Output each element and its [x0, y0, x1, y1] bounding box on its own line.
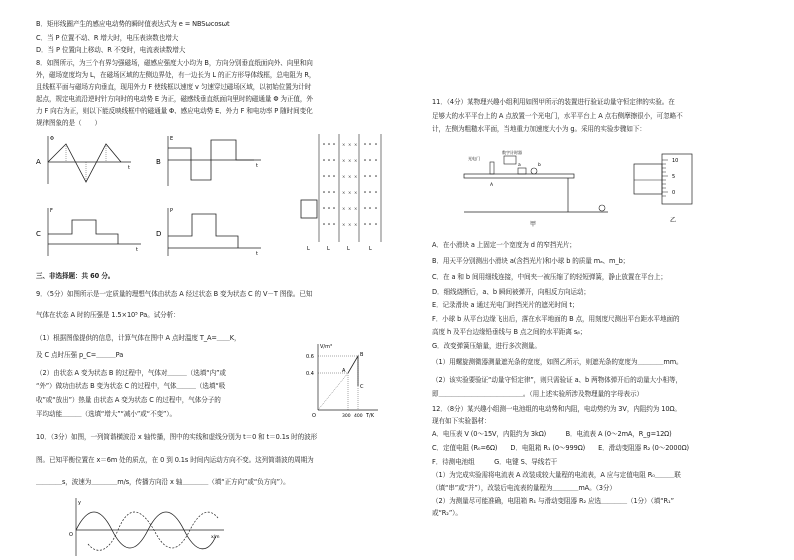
section-heading: 三、非选择题：共 60 分。 — [36, 272, 115, 280]
q11-step: （2）该实验要验证“动量守恒定律”，则只需验证 a、b 两物体弹开后的动量大小相等， — [432, 376, 683, 384]
graph-b — [156, 132, 266, 188]
vt-y-tick: 0.4 — [306, 371, 314, 377]
q11-line: 足够大的水平平台上的 A 点放置一个光电门，水平平台上 A 点右侧摩擦很小，可忽略不 — [432, 112, 683, 120]
q11-step: 即＿＿＿＿＿＿＿＿＿＿＿＿＿。（用上述实验所涉及物理量的字母表示） — [432, 390, 643, 398]
axis-t: t — [256, 251, 258, 257]
q11-step: D．细线烧断后，a、b 瞬间被弹开，向相反方向运动； — [432, 288, 590, 296]
label-point-a: A — [490, 183, 494, 188]
slider-a — [518, 168, 526, 174]
graph-c-label: C — [36, 230, 41, 238]
q9-line: 收”或“放出”）热量 由状态 A 变为状态 C 的过程中，气体分子的 — [36, 396, 221, 404]
photogate — [490, 162, 494, 174]
svg-text:×: × — [342, 190, 346, 195]
q8-line: 外，磁场宽度均为 L，在磁场区域的左侧边界处，有一边长为 L 的正方形导体线框，总电阻为 R， — [36, 71, 316, 79]
q8-line: 力 F 向右为正，则以下能反映线框中的磁通量 Φ、感应电动势 E、外力 F 和电功率 P 随时间变化 — [36, 107, 313, 115]
timer-label: 数字计时器 — [502, 150, 522, 155]
svg-text:×: × — [348, 206, 352, 211]
option-b: B．矩形线圈产生的感应电动势的瞬时值表达式为 e = NBSωcosωt — [36, 20, 230, 28]
svg-text:×: × — [354, 174, 358, 179]
svg-text:×: × — [354, 206, 358, 211]
vt-x-axis: T/K — [366, 413, 375, 418]
q11-step: G．改变弹簧压缩量，进行多次测量。 — [432, 342, 541, 350]
q8-line: 规律图象的是（ ） — [36, 119, 101, 127]
q11-step: C．在 a 和 b 间用细线连接，中间夹一被压缩了的轻短弹簧，静止放置在平台上； — [432, 273, 667, 281]
figure-yi-label: 乙 — [670, 217, 677, 224]
q12-part: （1）为完成实验需将电流表 A 改装成较大量程的电流表，A 应与定值电阻 R₀＿＿＿联 — [432, 471, 681, 479]
micrometer-tick: 0 — [672, 190, 676, 196]
axis-phi: Φ — [50, 136, 54, 142]
q10-line: 10．（3分）如图，一列简谐横波沿 x 轴传播，图中的实线和虚线分别为 t＝0 和 t＝0.1s 时的波形 — [36, 433, 318, 441]
q12-part: 或“R₂”）。 — [432, 509, 462, 517]
wave-dashed — [88, 512, 218, 550]
width-label-l: L — [369, 246, 372, 252]
vt-x-tick: 300 — [342, 414, 351, 418]
svg-text:×: × — [348, 158, 352, 163]
q11-step: （1）用螺旋测微器测量遮光条的宽度，如图乙所示，则遮光条的宽度为＿＿＿＿mm。 — [432, 358, 683, 366]
q12-line: 现有如下实验器材： — [432, 417, 491, 425]
q8-line: 起点，规定电流沿逆时针方向时的电动势 E 为正，磁感线垂直纸面向里时的磁通量 Φ 为正值，外 — [36, 95, 313, 103]
q12-item: A．电压表 V (0～15V，内阻约为 3kΩ) B．电流表 A (0～2mA，R_g=12Ω) — [432, 430, 672, 438]
axis-t: t — [128, 165, 130, 171]
vt-y-tick: 0.6 — [306, 354, 314, 360]
q12-part: （填“串”或“并”），改装后电流表的量程为＿＿＿＿mA。（3分） — [432, 484, 616, 492]
q10-line: 图。已知平衡位置在 x＝6m 处的质点，在 0 到 0.1s 时间内运动方向不变。这列简谐波的周期为 — [36, 456, 314, 464]
q9-line: “外”）做功由状态 B 变为状态 C 的过程中，气体＿＿＿（选填“吸 — [36, 382, 226, 390]
vt-x-tick: 400 — [354, 414, 363, 418]
wave-x-axis: x/m — [211, 535, 220, 540]
label-b: b — [538, 163, 541, 168]
q9-line: （2）由状态 A 变为状态 B 的过程中，气体对＿＿＿（选填“内”或 — [36, 369, 226, 377]
q12-line: 12．（8分）某兴趣小组测一电池组的电动势和内阻，电动势约为 3V，内阻约为 10Ω。 — [432, 405, 681, 413]
axis-p: P — [170, 208, 174, 214]
svg-text:×: × — [354, 142, 358, 147]
magnetic-field-figure — [291, 130, 391, 262]
svg-text:×: × — [342, 174, 346, 179]
graph-a — [36, 132, 136, 188]
vt-point-c: C — [360, 384, 364, 390]
square-loop — [301, 200, 317, 218]
vt-point-a: A — [342, 368, 346, 374]
axis-t: t — [136, 247, 138, 253]
q8-line: 且线框平面与磁场方向垂直，现用外力 F 使线框以速度 v 匀速穿过磁场区域，以初始位置为计时 — [36, 83, 312, 91]
q11-step: E．记录滑块 a 通过光电门时挡光片的遮光时间 t； — [432, 301, 579, 309]
photogate-label: 光电门 — [468, 156, 480, 161]
svg-text:×: × — [348, 222, 352, 227]
micrometer-figure — [630, 150, 710, 226]
svg-text:×: × — [348, 174, 352, 179]
q8-line: 8．如图所示，为三个有界匀强磁场，磁感应强度大小均为 B，方向分别垂直纸面向外、向里和向 — [36, 59, 313, 67]
vt-y-axis: V/m³ — [320, 344, 332, 350]
graph-c — [36, 204, 146, 260]
q12-part: （2）为测量尽可能准确，电阻箱 R₁ 与滑动变阻器 R₂ 应选＿＿＿＿（1分）（填“R₁” — [432, 497, 674, 505]
q11-step: A．在小滑块 a 上固定一个宽度为 d 的窄挡光片； — [432, 241, 576, 249]
svg-text:×: × — [342, 206, 346, 211]
wave-origin: O — [69, 532, 73, 538]
axis-t: t — [256, 163, 258, 169]
vt-origin: O — [312, 413, 316, 418]
micrometer-tick: 5 — [672, 174, 676, 180]
width-label-l: L — [307, 246, 310, 252]
q11-line: 11．（4分）某物理兴趣小组利用如图甲所示的装置进行验证动量守恒定律的实验。在 — [432, 98, 675, 106]
option-d: D．当 P 位置向上移动、R 不变时，电流表读数增大 — [36, 46, 186, 54]
svg-text:×: × — [348, 190, 352, 195]
width-label-l: L — [347, 246, 350, 252]
width-label-l: L — [327, 246, 330, 252]
graph-b-label: B — [156, 158, 161, 166]
q9-line: 9．（5分）如图所示是一定质量的理想气体由状态 A 经过状态 B 变为状态 C 的 V－T 图像。已知 — [36, 290, 313, 298]
q11-step: 高度 h 及平台边缘铅垂线与 B 点之间的水平距离 sᵦ； — [432, 328, 587, 336]
q9-line: （1）根据图像提供的信息，计算气体在图中 A 点时温度 T_A=＿＿K， — [36, 334, 241, 342]
svg-text:×: × — [354, 158, 358, 163]
apparatus-figure — [460, 148, 610, 228]
q11-step: B．用天平分别测出小滑块 a(含挡光片)和小球 b 的质量 mₐ、m_b； — [432, 257, 630, 265]
q9-line: 平均动能＿＿＿（选填“增大”“减小”或“不变”）。 — [36, 410, 176, 418]
svg-text:×: × — [342, 158, 346, 163]
q9-line: 及 C 点时压强 p_C=＿＿＿Pa — [36, 351, 124, 359]
wave-solid — [76, 512, 216, 549]
svg-text:×: × — [348, 142, 352, 147]
q12-item: F．待测电池组 G．电键 S、导线若干 — [432, 458, 558, 466]
q9-line: 气体在状态 A 时的压强是 1.5×10⁵ Pa。试分析： — [36, 311, 180, 319]
q12-item: C．定值电阻 (R₀=6Ω) D．电阻箱 R₁ (0～999Ω) E．滑动变阻器 R₂ (0～2000Ω) — [432, 444, 689, 452]
vt-graph — [298, 340, 380, 418]
svg-text:×: × — [354, 222, 358, 227]
q10-line: ＿＿＿＿s，波速为＿＿＿＿m/s，传播方向沿 x 轴＿＿＿＿（填“正方向”或“负方向”）。 — [36, 478, 290, 486]
svg-text:×: × — [354, 190, 358, 195]
q11-line: 计，左侧为粗糙水平面，当地重力加速度大小为 g。采用的实验步骤如下： — [432, 125, 646, 133]
graph-d-label: D — [156, 230, 162, 238]
option-c: C．当 P 位置不动、R 增大时，电压表读数也增大 — [36, 34, 179, 42]
micrometer-tick: 10 — [672, 158, 679, 164]
digital-timer — [504, 156, 516, 164]
wave-graph — [66, 496, 226, 558]
q11-step: F．小球 b 从平台边缘飞出后，落在水平地面的 B 点，用刻度尺测出平台距水平地面的 — [432, 315, 680, 323]
graph-d — [156, 204, 266, 260]
figure-jia-label: 甲 — [530, 221, 537, 228]
wave-y-axis: y — [78, 500, 81, 506]
label-a: a — [518, 163, 521, 168]
ball-b — [531, 168, 537, 174]
axis-e: E — [170, 136, 174, 142]
svg-text:×: × — [342, 222, 346, 227]
svg-text:×: × — [342, 142, 346, 147]
graph-a-label: A — [36, 158, 41, 166]
vt-point-b: B — [360, 352, 364, 358]
axis-f: F — [50, 208, 53, 214]
